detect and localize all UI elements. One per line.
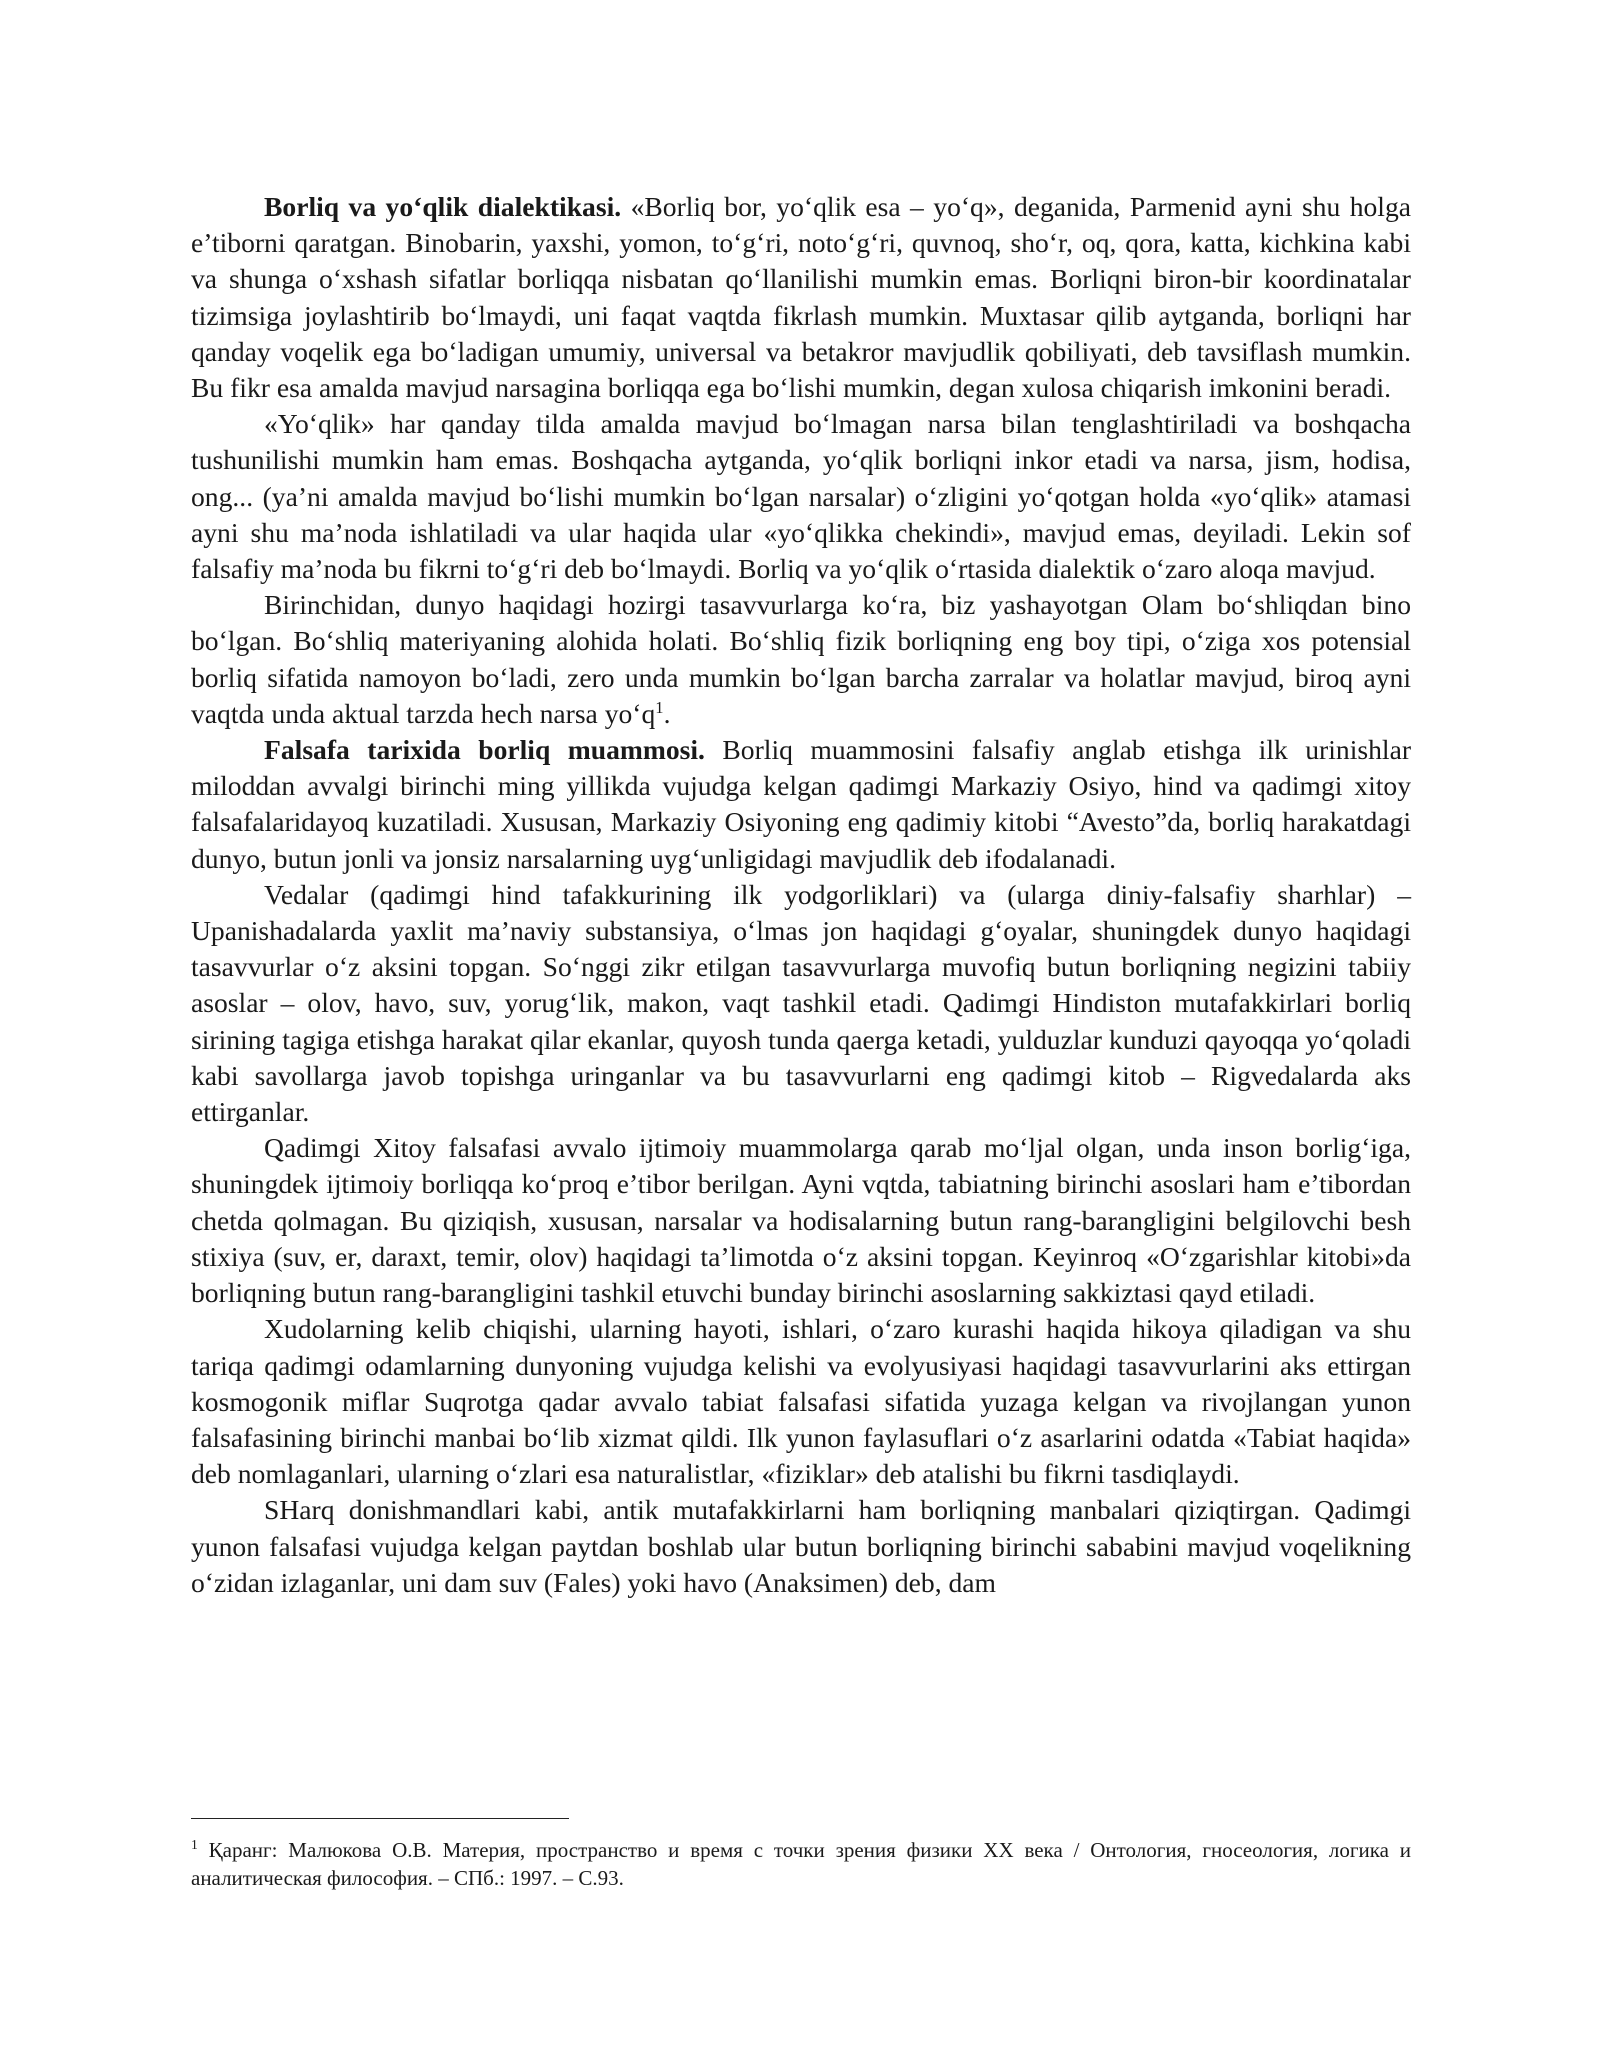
paragraph-8 [191, 1492, 1411, 1601]
paragraph-text: Xudolarning kelib chiqishi, ularning hayoti, ishlari, o‘zaro kurashi haqida hikoya qiladigan va shu tariqa qadimgi odamlarning dunyoning vujudga kelishi va evolyusiyasi haqidagi tasavvurlarini aks ettirgan kosmogonik miflar Suqrotga qadar avvalo tabiat falsafasi sifatida yuzaga kelgan va rivojlangan yunon falsafasining birinchi manbai bo‘lib xizmat qildi. Ilk yunon faylasuflari o‘z asarlarini odatda «Tabiat haqida» deb nomlaganlari, ularning o‘zlari esa naturalistlar, «fiziklar» deb atalishi bu fikrni tasdiqlaydi. [191, 1313, 1411, 1490]
paragraph-3 [191, 587, 1411, 732]
paragraph-text: SHarq donishmandlari kabi, antik mutafakkirlarni ham borliqning manbalari qiziqtirgan. Qadimgi yunon falsafasi vujudga kelgan paytdan boshlab ular butun borliqning birinchi sababini mavjud voqelikning o‘zidan izlaganlar, uni dam suv (Fales) yoki havo (Anaksimen) deb, dam [191, 1494, 1411, 1598]
paragraph-text: «Yo‘qlik» har qanday tilda amalda mavjud bo‘lmagan narsa bilan tenglashtiriladi va boshqacha tushunilishi mumkin ham emas. Boshqacha aytganda, yo‘qlik borliqni inkor etadi va narsa, jism, hodisa, ong... (ya’ni amalda mavjud bo‘lishi mumkin bo‘lgan narsalar) o‘zligini yo‘qotgan holda «yo‘qlik» atamasi ayni shu ma’noda ishlatiladi va ular haqida ular «yo‘qlikka chekindi», mavjud emas, deyiladi. Lekin sof falsafiy ma’noda bu fikrni to‘g‘ri deb bo‘lmaydi. Borliq va yo‘qlik o‘rtasida dialektik o‘zaro aloqa mavjud. [191, 408, 1411, 585]
paragraph-text: «Borliq bor, yo‘qlik esa – yo‘q», deganida, Parmenid ayni shu holga e’tiborni qaratgan. Binobarin, yaxshi, yomon, to‘g‘ri, noto‘g‘ri, quvnoq, sho‘r, oq, qora, katta, kichkina kabi va shunga o‘xshash sifatlar borliqqa nisbatan qo‘llanilishi mumkin emas. Borliqni biron-bir koordinatalar tizimsiga joylashtirib bo‘lmaydi, uni faqat vaqtda fikrlash mumkin. Muxtasar qilib aytganda, borliqni har qanday voqelik ega bo‘ladigan umumiy, universal va betakror mavjudlik qobiliyati, deb tavsiflash mumkin. Bu fikr esa amalda mavjud narsagina borliqqa ega bo‘lishi mumkin, degan xulosa chiqarish imkonini beradi. [191, 191, 1411, 404]
paragraph-2 [191, 406, 1411, 587]
paragraph-7 [191, 1311, 1411, 1492]
paragraph-text: Birinchidan, dunyo haqidagi hozirgi tasavvurlarga ko‘ra, biz yashayotgan Olam bo‘shliqdan bino bo‘lgan. Bo‘shliq materiyaning alohida holati. Bo‘shliq fizik borliqning eng boy tipi, o‘ziga xos potensial borliq sifatida namoyon bo‘ladi, zero unda mumkin bo‘lgan barcha zarralar va holatlar mavjud, biroq ayni vaqtda unda aktual tarzda hech narsa yo‘q [191, 589, 1411, 729]
footnote-text: Қаранг: Малюкова О.В. Материя, пространство и время с точки зрения физики XX века / Онтология, гносеология, логика и аналитическая философия. – СПб.: 1997. – С.93. [191, 1838, 1411, 1890]
section-heading: Falsafa tarixida borliq muammosi. [264, 734, 705, 766]
paragraph-4 [191, 732, 1411, 877]
document-body [191, 189, 1411, 1601]
paragraph-1 [191, 189, 1411, 406]
paragraph-text: Borliq muammosini falsafiy anglab etishga ilk urinishlar miloddan avvalgi birinchi ming yillikda vujudga kelgan qadimgi Markaziy Osiyo, hind va qadimgi xitoy falsafalaridayoq kuzatiladi. Xususan, Markaziy Osiyoning eng qadimiy kitobi “Avesto”da, borliq harakatdagi dunyo, butun jonli va jonsiz narsalarning uyg‘unligidagi mavjudlik deb ifodalanadi. [191, 734, 1412, 874]
paragraph-text-end: . [663, 697, 671, 729]
footnote-mark: 1 [191, 1837, 198, 1852]
section-heading: Borliq va yo‘qlik dialektikasi. [264, 191, 622, 222]
footnote-reference[interactable]: 1 [655, 697, 664, 717]
paragraph-text: Vedalar (qadimgi hind tafakkurining ilk yodgorliklari) va (ularga diniy-falsafiy sharhlar) – Upanishadalarda yaxlit ma’naviy substansiya, o‘lmas jon haqidagi g‘oyalar, shuningdek dunyo haqidagi tasavvurlar o‘z aksini topgan. So‘nggi zikr etilgan tasavvurlarga muvofiq butun borliqning negizini tabiiy asoslar – olov, havo, suv, yorug‘lik, makon, vaqt tashkil etadi. Qadimgi Hindiston mutafakkirlari borliq sirining tagiga etishga harakat qilar ekanlar, quyosh tunda qaerga ketadi, yulduzlar kunduzi qayoqqa yo‘qoladi kabi savollarga javob topishga uringanlar va bu tasavvurlarni eng qadimgi kitob – Rigvedalarda aks ettirganlar. [191, 878, 1411, 1128]
footnote [191, 1836, 1411, 1892]
paragraph-6 [191, 1130, 1411, 1311]
paragraph-5 [191, 877, 1411, 1130]
footnote-separator [191, 1818, 569, 1819]
paragraph-text: Qadimgi Xitoy falsafasi avvalo ijtimoiy muammolarga qarab mo‘ljal olgan, unda inson borlig‘iga, shuningdek ijtimoiy borliqqa ko‘proq e’tibor berilgan. Ayni vqtda, tabiatning birinchi asoslari ham e’tibordan chetda qolmagan. Bu qiziqish, xususan, narsalar va hodisalarning butun rang-barangligini belgilovchi besh stixiya (suv, er, daraxt, temir, olov) haqidagi ta’limotda o‘z aksini topgan. Keyinroq «O‘zgarishlar kitobi»da borliqning butun rang-barangligini tashkil etuvchi bunday birinchi asoslarning sakkiztasi qayd etiladi. [191, 1132, 1411, 1309]
